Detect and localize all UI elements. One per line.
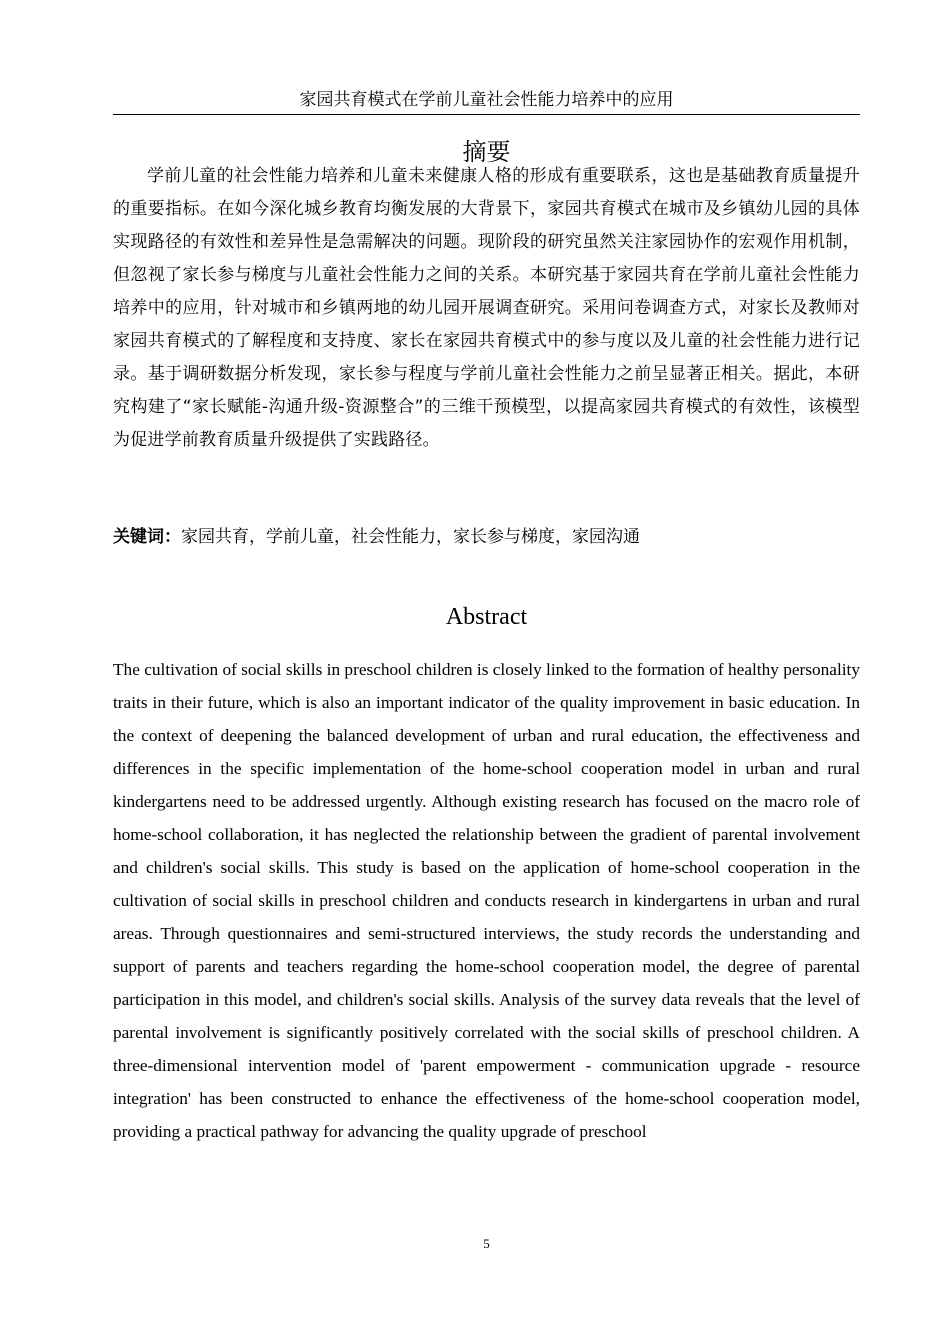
keywords-line bbox=[113, 522, 860, 552]
keywords-label: 关键词： bbox=[113, 527, 181, 547]
english-abstract-body: The cultivation of social skills in preschool children is closely linked to the formation of healthy personality traits in their future, which is also an important indicator of the quality improvement in basic education. In the context of deepening the balanced development of urban and rural education, the effectiveness and differences in the specific implementation of the home-school cooperation model in urban and rural kindergartens need to be addressed urgently. Although existing research has focused on the macro role of home-school collaboration, it has neglected the relationship between the gradient of parental involvement and children's social skills. This study is based on the application of home-school cooperation in the cultivation of social skills in preschool children and conducts research in kindergartens in urban and rural areas. Through questionnaires and semi-structured interviews, the study records the understanding and support of parents and teachers regarding the home-school cooperation model, the degree of parental participation in this model, and children's social skills. Analysis of the survey data reveals that the level of parental involvement is significantly positively correlated with the social skills of preschool children. A three-dimensional intervention model of 'parent empowerment - communication upgrade - resource integration' has been constructed to enhance the effectiveness of the home-school cooperation model, providing a practical pathway for advancing the quality upgrade of preschool bbox=[113, 660, 860, 1141]
page-number: 5 bbox=[483, 1236, 490, 1251]
keywords-text: 家园共育，学前儿童，社会性能力，家长参与梯度，家园沟通 bbox=[181, 527, 640, 547]
running-header: 家园共育模式在学前儿童社会性能力培养中的应用 bbox=[113, 88, 860, 115]
chinese-abstract-title: 摘要 bbox=[462, 138, 511, 166]
chinese-abstract-body: 学前儿童的社会性能力培养和儿童未来健康人格的形成有重要联系，这也是基础教育质量提升的重要指标。在如今深化城乡教育均衡发展的大背景下，家园共育模式在城市及乡镇幼儿园的具体实现路径的有效性和差异性是急需解决的问题。现阶段的研究虽然关注家园协作的宏观作用机制，但忽视了家长参与梯度与儿童社会性能力之间的关系。本研究基于家园共育在学前儿童社会性能力培养中的应用，针对城市和乡镇两地的幼儿园开展调查研究。采用问卷调查方式，对家长及教师对家园共育模式的了解程度和支持度、家长在家园共育模式中的参与度以及儿童的社会性能力进行记录。基于调研数据分析发现，家长参与程度与学前儿童社会性能力之前呈显著正相关。据此，本研究构建了“家长赋能-沟通升级-资源整合”的三维干预模型，以提高家园共育模式的有效性，该模型为促进学前教育质量升级提供了实践路径。 bbox=[113, 166, 860, 450]
english-abstract-title: Abstract bbox=[445, 604, 528, 630]
